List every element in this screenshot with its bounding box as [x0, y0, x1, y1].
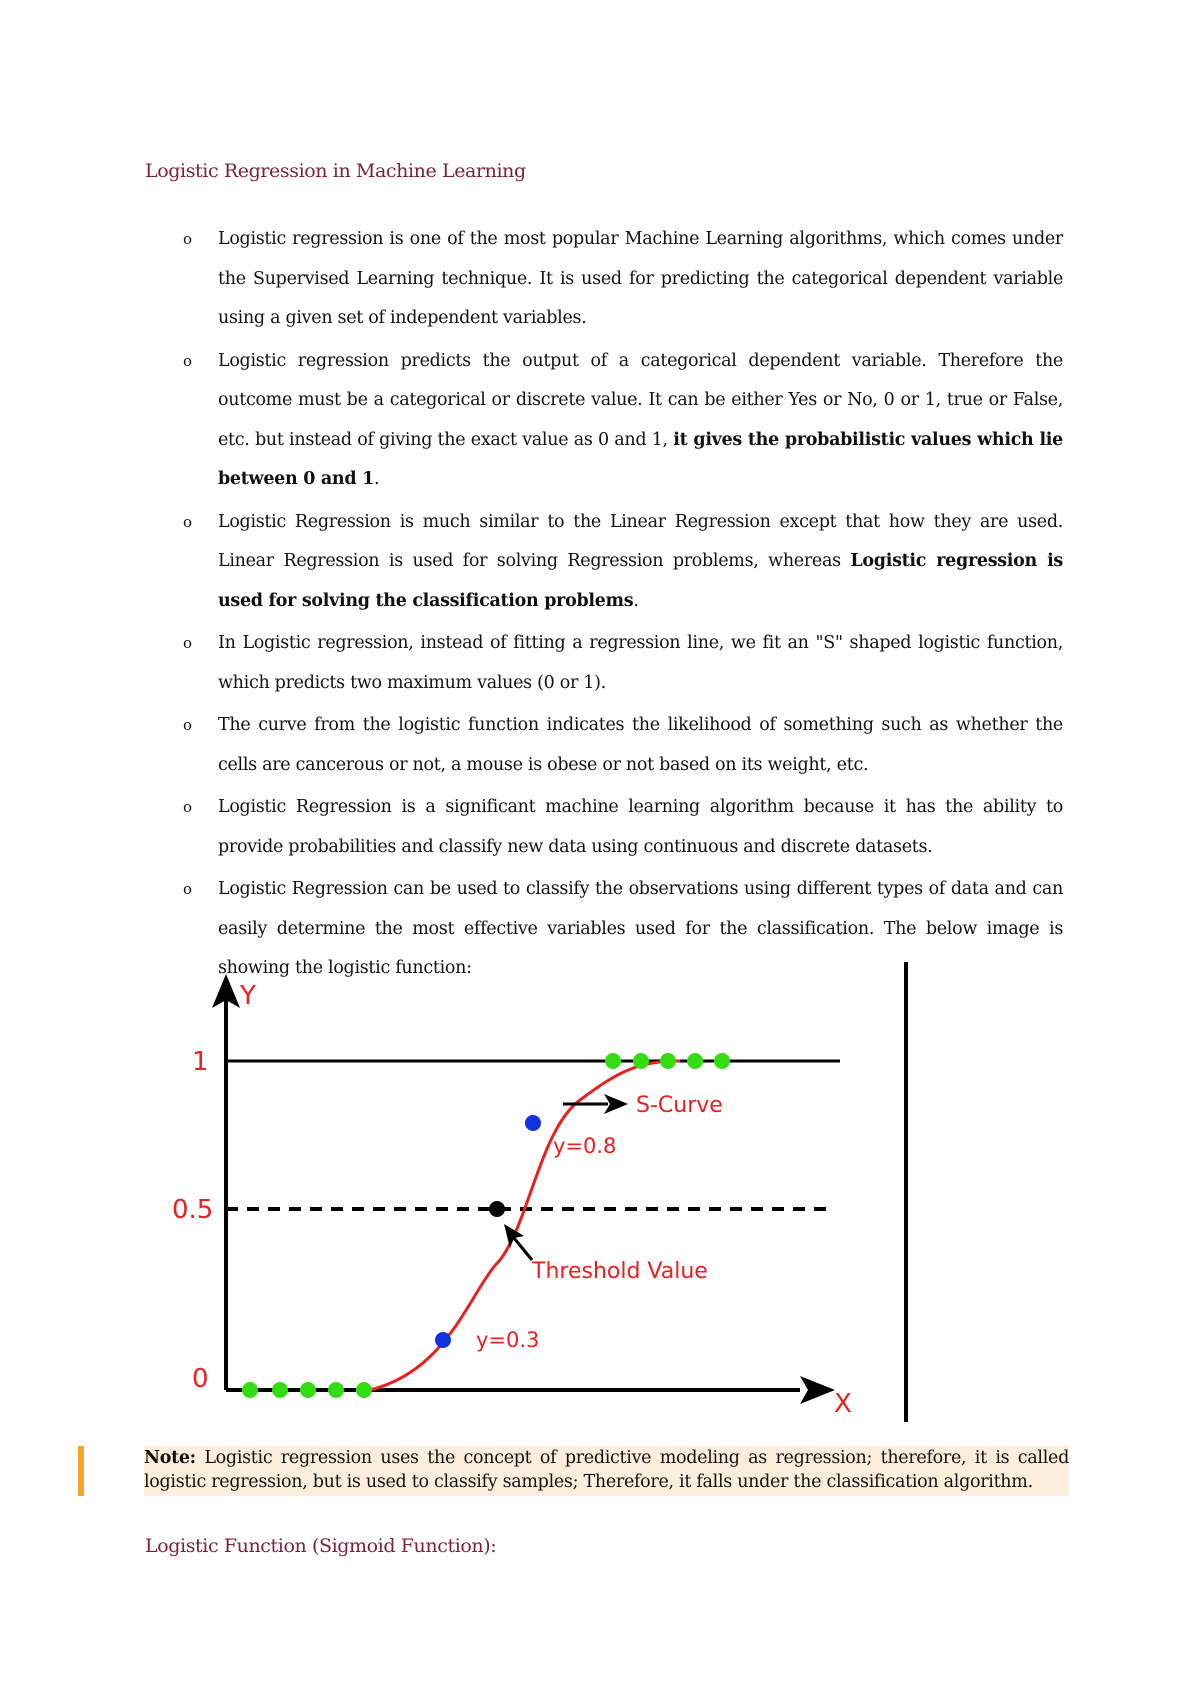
bullet-text: Logistic regression is one of the most popular Machine Learning algorithms, which comes under the Supervised Learning technique. It is used for predicting the categorical dependent variable using a given set of independent variables. — [218, 229, 1063, 328]
bullet-text: Logistic Regression is much similar to the Linear Regression except that how they are used. Linear Regression is used for solving Regression problems, whereas — [218, 511, 1063, 571]
blue-point-y-0-8 — [525, 1115, 541, 1131]
blue-point-y-0-3 — [435, 1332, 451, 1348]
list-item — [145, 220, 1063, 339]
y-0-3-label: y=0.3 — [476, 1328, 540, 1352]
s-curve-label: S-Curve — [636, 1093, 723, 1118]
bullet-bold-text: it gives the probabilistic values which lie between 0 and 1 — [218, 429, 1063, 489]
green-point — [242, 1382, 258, 1398]
list-item — [145, 706, 1063, 785]
bullet-marker: o — [183, 230, 192, 248]
list-item — [145, 503, 1063, 622]
green-point — [633, 1053, 649, 1069]
tick-label-0-5: 0.5 — [172, 1195, 214, 1225]
note-text: Logistic regression uses the concept of predictive modeling as regression; therefore, it is called logistic regression, but is used to classify samples; Therefore, it falls under the classification algorithm. — [144, 1448, 1069, 1492]
list-item — [145, 624, 1063, 703]
bullet-text: Logistic Regression is a significant machine learning algorithm because it has the ability to provide probabilities and classify new data using continuous and discrete datasets. — [218, 797, 1063, 857]
bullet-text: The curve from the logistic function indicates the likelihood of something such as whether the cells are cancerous or not, a mouse is obese or not based on its weight, etc. — [218, 715, 1063, 775]
bullet-bold-text: Logistic regression is used for solving the classification problems — [218, 551, 1063, 611]
x-axis-arrowhead — [800, 1376, 835, 1404]
bullet-marker: o — [183, 512, 192, 531]
x-axis-label: X — [834, 1389, 852, 1419]
green-point — [605, 1053, 621, 1069]
bullet-marker: o — [183, 798, 192, 816]
green-point — [714, 1053, 730, 1069]
threshold-point — [489, 1201, 505, 1217]
section-heading-logistic-regression: Logistic Regression in Machine Learning — [145, 160, 526, 182]
green-point — [328, 1382, 344, 1398]
logistic-function-figure — [160, 960, 920, 1430]
tick-label-0: 0 — [192, 1364, 209, 1394]
bullet-marker: o — [183, 351, 192, 370]
section-heading-logistic-function: Logistic Function (Sigmoid Function): — [145, 1535, 497, 1557]
list-item — [145, 788, 1063, 867]
note-label: Note: — [144, 1448, 196, 1468]
bullet-list — [145, 220, 1063, 992]
green-point — [300, 1382, 316, 1398]
green-point — [687, 1053, 703, 1069]
threshold-label: Threshold Value — [532, 1259, 708, 1284]
logistic-function-diagram — [160, 960, 920, 1430]
green-point — [356, 1382, 372, 1398]
note-box — [144, 1446, 1069, 1496]
list-item — [145, 342, 1063, 500]
bullet-text-end: . — [373, 469, 380, 489]
green-point — [272, 1382, 288, 1398]
y-0-8-label: y=0.8 — [553, 1134, 617, 1158]
bullet-text: Logistic regression predicts the output of a categorical dependent variable. Therefore the outcome must be a categorical or discrete value. It can be either Yes or No, 0 or 1, true or False, etc. but instead of giving the exact value as 0 and 1, — [218, 350, 1063, 450]
bullet-text-end: . — [633, 590, 639, 611]
note-callout — [78, 1446, 1069, 1496]
y-axis-label: Y — [240, 981, 256, 1011]
bullet-marker: o — [183, 880, 192, 898]
bullet-text: In Logistic regression, instead of fitting a regression line, we fit an "S" shaped logistic function, which predicts two maximum values (0 or 1). — [218, 633, 1063, 693]
bullet-text: Logistic Regression can be used to classify the observations using different types of data and can easily determine the most effective variables used for the classification. The below image is showing the logistic function: — [218, 879, 1063, 978]
tick-label-1: 1 — [192, 1047, 209, 1077]
threshold-arrow — [514, 1238, 532, 1260]
bullet-marker: o — [183, 634, 192, 652]
bullet-marker: o — [183, 716, 192, 734]
green-point — [660, 1053, 676, 1069]
